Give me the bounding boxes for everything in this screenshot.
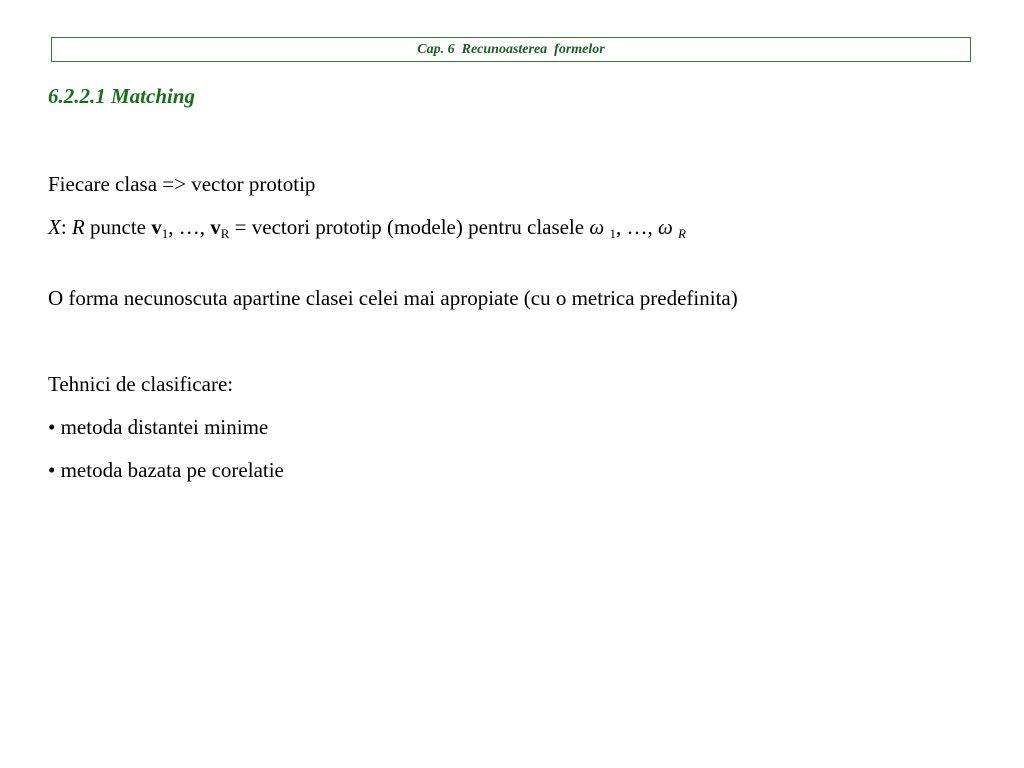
list-item: • metoda distantei minime: [48, 415, 269, 439]
section-title: 6.2.2.1 Matching: [48, 84, 196, 108]
var-x: X: [48, 215, 61, 239]
text-vectori: = vectori prototip (modele) pentru clasele: [229, 215, 590, 239]
omega-r-subscript: R: [678, 226, 686, 241]
vector-vr-subscript: R: [220, 226, 230, 241]
vector-v1-subscript: 1: [161, 226, 169, 241]
text-puncte: puncte: [84, 215, 152, 239]
techniques-heading: Tehnici de clasificare:: [48, 372, 234, 396]
chapter-header-title: Cap. 6 Recunoasterea formelor: [417, 42, 605, 57]
body-line-prototype: Fiecare clasa => vector prototip: [48, 172, 316, 196]
body-line-classification-rule: O forma necunoscuta apartine clasei celei mai apropiate (cu o metrica predefinita): [48, 286, 738, 310]
vector-vr: v: [210, 215, 221, 239]
var-r: R: [71, 215, 85, 239]
list-item: • metoda bazata pe corelatie: [48, 458, 284, 482]
colon: :: [60, 215, 67, 239]
omega-1: ω: [589, 215, 605, 239]
omega-1-subscript: 1: [609, 226, 616, 241]
vector-v1: v: [151, 215, 162, 239]
ellipsis-2: , …,: [615, 215, 658, 239]
ellipsis-1: , …,: [168, 215, 211, 239]
chapter-header-box: [51, 37, 971, 62]
body-line-definition: [48, 214, 686, 240]
omega-r: ω: [657, 215, 673, 239]
